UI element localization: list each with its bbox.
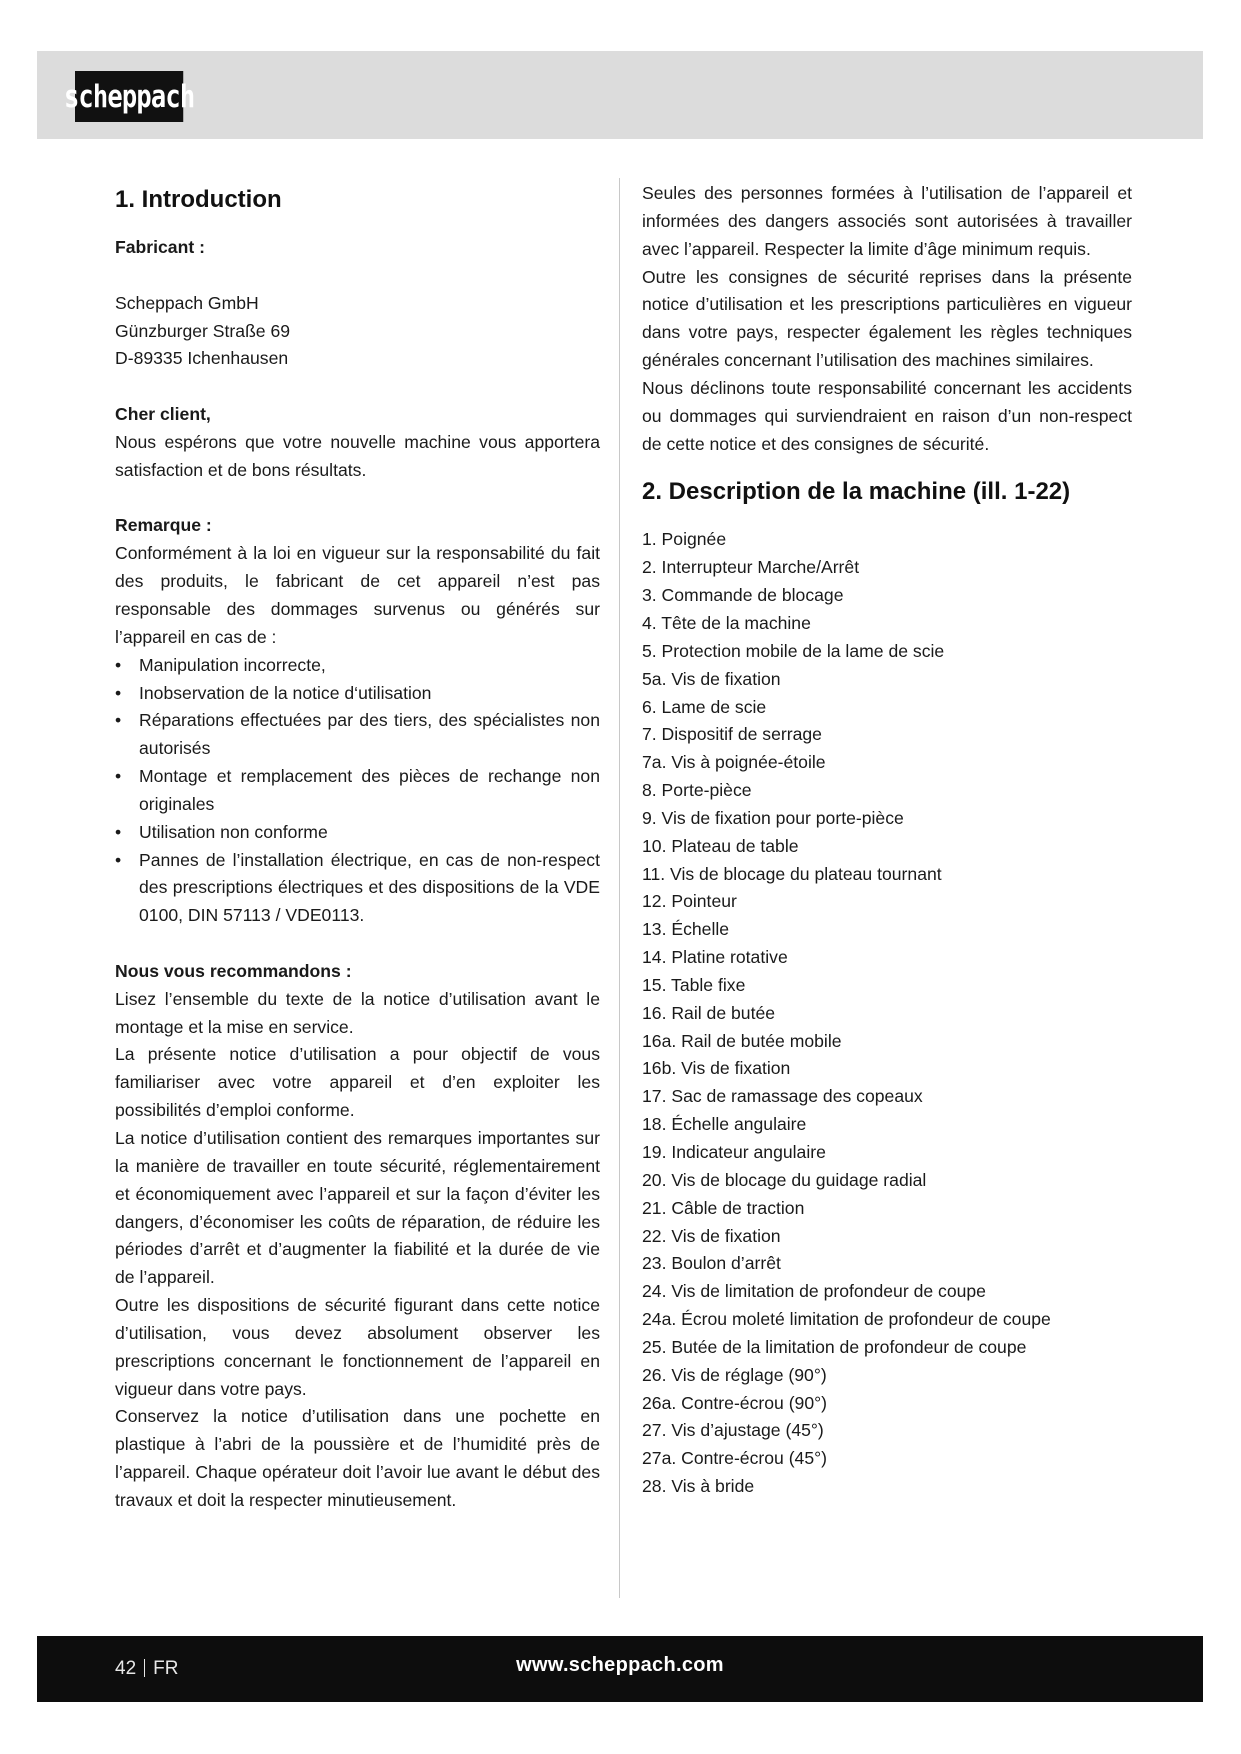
address-line: Günzburger Straße 69 — [115, 320, 291, 341]
remark-text: Conformément à la loi en vigueur sur la responsabilité du fait des produits, le fabricant de cet appareil n’est pas responsable des dommages survenus ou générés sur l’appareil en cas de : — [115, 543, 600, 647]
remark-title: Remarque : — [115, 515, 212, 536]
part-item: 23. Boulon d’arrêt — [642, 1253, 781, 1274]
continued-paragraph: Outre les consignes de sécurité reprises dans la présente notice d’utilisation et les prescriptions particulières en vigueur dans votre pays, respecter également les règles techniques générales concernant l’utilisation des machines similaires. — [642, 266, 1132, 371]
part-item: 16a. Rail de butée mobile — [642, 1030, 842, 1051]
column-divider — [619, 178, 620, 1598]
part-item: 17. Sac de ramassage des copeaux — [642, 1086, 923, 1107]
footer-band — [37, 1636, 1203, 1702]
bullet-item: • Utilisation non conforme — [115, 819, 600, 847]
bullet-item: • Inobservation de la notice d‘utilisation — [115, 680, 600, 708]
bullet-item: • Manipulation incorrecte, — [115, 652, 600, 680]
parts-list — [642, 526, 1132, 1501]
address-line: D-89335 Ichenhausen — [115, 348, 289, 369]
part-item: 25. Butée de la limitation de profondeur de coupe — [642, 1336, 1027, 1357]
right-column — [642, 180, 1132, 1501]
recommend-paragraph: Outre les dispositions de sécurité figurant dans cette notice d’utilisation, vous devez absolument observer les prescriptions concernant le fonctionnement de l’appareil en vigueur dans votre pays. — [115, 1295, 600, 1399]
part-item: 24. Vis de limitation de profondeur de coupe — [642, 1281, 986, 1302]
part-item: 26. Vis de réglage (90°) — [642, 1364, 827, 1385]
continued-paragraph: Nous déclinons toute responsabilité concernant les accidents ou dommages qui surviendraient en raison d’un non-respect de cette notice et des consignes de sécurité. — [642, 377, 1132, 454]
part-item: 10. Plateau de table — [642, 835, 799, 856]
part-item: 28. Vis à bride — [642, 1476, 755, 1497]
page-language: FR — [153, 1658, 179, 1679]
header-band — [37, 51, 1203, 139]
recommend-paragraph: Lisez l’ensemble du texte de la notice d’utilisation avant le montage et la mise en service. — [115, 988, 600, 1037]
part-item: 5. Protection mobile de la lame de scie — [642, 640, 945, 661]
part-item: 12. Pointeur — [642, 891, 737, 912]
part-item: 1. Poignée — [642, 529, 727, 550]
website-link[interactable]: www.scheppach.com — [516, 1654, 724, 1676]
part-item: 9. Vis de fixation pour porte-pièce — [642, 807, 904, 828]
recommend-paragraph: La présente notice d’utilisation a pour objectif de vous familiariser avec votre appareil et d’en exploiter les possibilités d’emploi conforme. — [115, 1044, 600, 1121]
part-item: 22. Vis de fixation — [642, 1225, 781, 1246]
scheppach-logo: scheppach — [75, 71, 183, 122]
part-item: 3. Commande de blocage — [642, 585, 844, 606]
address-line: Scheppach GmbH — [115, 292, 259, 313]
part-item: 7. Dispositif de serrage — [642, 724, 822, 745]
manufacturer-label: Fabricant : — [115, 237, 205, 257]
bullet-item: • Réparations effectuées par des tiers, des spécialistes non autorisés — [115, 707, 600, 763]
part-item: 8. Porte-pièce — [642, 780, 752, 801]
part-item: 5a. Vis de fixation — [642, 668, 781, 689]
part-item: 18. Échelle angulaire — [642, 1114, 807, 1135]
part-item: 11. Vis de blocage du plateau tournant — [642, 863, 942, 884]
page-number: 42 — [115, 1658, 137, 1679]
remark-bullet-list — [115, 652, 600, 930]
intro-heading: 1. Introduction — [115, 186, 282, 213]
part-item: 20. Vis de blocage du guidage radial — [642, 1169, 927, 1190]
greeting-text: Nous espérons que votre nouvelle machine vous apportera satisfaction et de bons résultats. — [115, 431, 600, 480]
part-item: 16b. Vis de fixation — [642, 1058, 791, 1079]
part-item: 21. Câble de traction — [642, 1197, 805, 1218]
part-item: 14. Platine rotative — [642, 947, 788, 968]
greeting-title: Cher client, — [115, 404, 211, 425]
part-item: 16. Rail de butée — [642, 1002, 776, 1023]
part-item: 15. Table fixe — [642, 974, 746, 995]
part-item: 24a. Écrou moleté limitation de profondeur de coupe — [642, 1309, 1051, 1330]
continued-paragraph: Seules des personnes formées à l’utilisation de l’appareil et informées des dangers associés sont autorisées à travailler avec l’appareil. Respecter la limite d’âge minimum requis. — [642, 183, 1132, 259]
part-item: 6. Lame de scie — [642, 696, 767, 717]
bullet-item: • Pannes de l’installation électrique, en cas de non-respect des prescriptions électriques et des dispositions de la VDE 0100, DIN 57113 / VDE0113. — [115, 847, 600, 931]
part-item: 27. Vis d’ajustage (45°) — [642, 1420, 824, 1441]
part-item: 2. Interrupteur Marche/Arrêt — [642, 557, 860, 578]
recommend-title: Nous vous recommandons : — [115, 960, 352, 981]
recommend-paragraph: La notice d’utilisation contient des remarques importantes sur la manière de travailler en toute sécurité, réglementairement et économiquement avec l’appareil et sur la façon d’éviter les dangers, d’économiser les coûts de réparation, de réduire les périodes d’arrêt et d’augmenter la fiabilité et la durée de vie de l’appareil. — [115, 1128, 600, 1288]
part-item: 13. Échelle — [642, 919, 730, 940]
bullet-item: • Montage et remplacement des pièces de rechange non originales — [115, 763, 600, 819]
left-column — [115, 180, 600, 1515]
part-item: 27a. Contre-écrou (45°) — [642, 1448, 828, 1469]
description-heading: 2. Description de la machine (ill. 1-22) — [642, 478, 1071, 506]
manufacturer-address — [115, 290, 600, 374]
part-item: 26a. Contre-écrou (90°) — [642, 1392, 828, 1413]
part-item: 4. Tête de la machine — [642, 612, 811, 633]
part-item: 7a. Vis à poignée-étoile — [642, 752, 826, 773]
part-item: 19. Indicateur angulaire — [642, 1142, 826, 1162]
recommend-paragraph: Conservez la notice d’utilisation dans une pochette en plastique à l’abri de la poussière et de l’humidité près de l’appareil. Chaque opérateur doit l’avoir lue avant le début des travaux et doit la respecter minutieusement. — [115, 1406, 600, 1510]
